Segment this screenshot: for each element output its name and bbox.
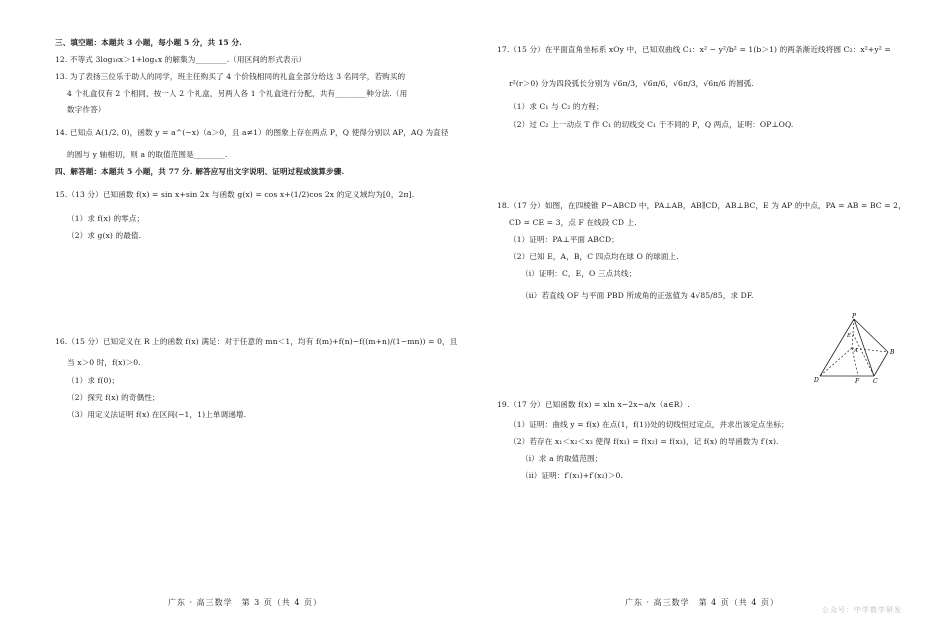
question-16-part-3: （3）用定义法证明 f(x) 在区间(−1，1)上单调递增. [67,410,247,419]
label-f: F [855,378,860,385]
question-12: 12. 不等式 3log₁₆x＞1+logₓx 的解集为________.（用区间的形式表示） [55,55,307,64]
question-16-part-1: （1）求 f(0)； [67,376,120,385]
label-c: C [873,378,878,385]
section-header-solutions: 四、解答题：本题共 5 小题，共 77 分. 解答应写出文字说明、证明过程或演算步骤. [55,167,345,176]
question-16-stem-line-1: 16.（15 分）已知定义在 R 上的函数 f(x) 满足：对于任意的 mn＜1，均有 f(m)+f(n)−f((m+n)/(1−mn)) = 0，且 [55,337,458,346]
question-18-part-2: （2）已知 E，A，B，C 四点均在球 O 的球面上. [509,252,679,261]
question-15-stem: 15.（13 分）已知函数 f(x) = sin x+sin 2x 与函数 g(x) = cos x+(1/2)cos 2x 的定义域均为[0，2π]. [55,190,415,199]
question-14-line-2: 的圆与 y 轴相切，则 a 的取值范围是________. [67,150,228,159]
question-13-line-2: 4 个礼盒仅有 2 个相同，按一人 2 个礼盒，另两人各 1 个礼盒进行分配，共有________种分法.（用 [67,89,408,98]
question-18-part-2-i: （i）证明：C，E，O 三点共线； [521,269,637,278]
question-13-line-1: 13. 为了表扬三位乐于助人的同学，班主任购买了 4 个价钱相同的礼盒全部分给这 3 名同学，若购买的 [55,72,406,81]
question-14-line-1: 14. 已知点 A(1/2, 0)，函数 y = a^(−x)（a＞0，且 a≠1）的图象上存在两点 P，Q 使得分别以 AP，AQ 为直径 [55,128,449,137]
page-footer-3: 广东 · 高三数学 第 3 页（共 4 页） [168,598,322,607]
page-footer-4: 广东 · 高三数学 第 4 页（共 4 页） [625,598,779,607]
question-16-stem-line-2: 当 x＞0 时，f(x)＞0. [67,358,141,367]
label-e: E [847,333,852,339]
watermark: 公众号：中学数学研发 [822,606,902,614]
question-17-part-2: （2）过 C₂ 上一动点 T 作 C₁ 的切线交 C₁ 于不同的 P，Q 两点，证明：OP⊥OQ. [509,120,794,129]
question-13-line-3: 数字作答） [67,105,106,114]
question-18-part-1: （1）证明：PA⊥平面 ABCD； [509,235,619,244]
label-b: B [890,349,895,356]
pyramid-figure [812,312,902,392]
question-18-part-2-ii: （ii）若直线 OF 与平面 PBD 所成角的正弦值为 4√85/85，求 DF. [521,291,754,300]
question-18-stem-line-2: CD = CE = 3，点 F 在线段 CD 上. [509,218,637,227]
label-a: A [854,348,858,354]
question-19-stem: 19.（17 分）已知函数 f(x) = xln x−2x−a/x（a∈R）. [497,400,690,409]
question-18-stem-line-1: 18.（17 分）如图，在四棱锥 P−ABCD 中，PA⊥AB，AB∥CD，AB⊥BC，E 为 AP 的中点，PA = AB = BC = 2， [497,201,906,210]
question-19-part-2-i: （i）求 a 的取值范围； [521,454,603,463]
question-19-part-2-ii: （ii）证明：f′(x₁)+f′(x₂)＞0. [521,471,623,480]
question-19-part-1: （1）证明：曲线 y = f(x) 在点(1，f(1))处的切线恒过定点，并求出该定点坐标； [509,420,789,429]
question-15-part-1: （1）求 f(x) 的零点； [67,214,145,223]
question-19-part-2: （2）若存在 x₁＜x₂＜x₃ 使得 f(x₁) = f(x₂) = f(x₃)，记 f(x) 的导函数为 f′(x). [509,437,779,446]
question-15-part-2: （2）求 g(x) 的最值. [67,231,142,240]
question-17-part-1: （1）求 C₁ 与 C₂ 的方程； [509,102,604,111]
question-17-stem-line-1: 17.（15 分）在平面直角坐标系 xOy 中，已知双曲线 C₁：x² − y²/b² = 1(b＞1) 的两条渐近线将圆 C₂：x²+y² = [497,45,891,54]
question-16-part-2: （2）探究 f(x) 的奇偶性； [67,393,160,402]
label-p: P [852,313,857,320]
pyramid-diagram [812,312,902,392]
question-17-stem-line-2: r²(r＞0) 分为四段弧长分别为 √6π/3，√6π/6，√6π/3，√6π/6 的圆弧. [509,79,755,88]
label-d: D [814,377,819,384]
section-header-fill-blank: 三、填空题：本题共 3 小题，每小题 5 分，共 15 分. [55,38,242,47]
